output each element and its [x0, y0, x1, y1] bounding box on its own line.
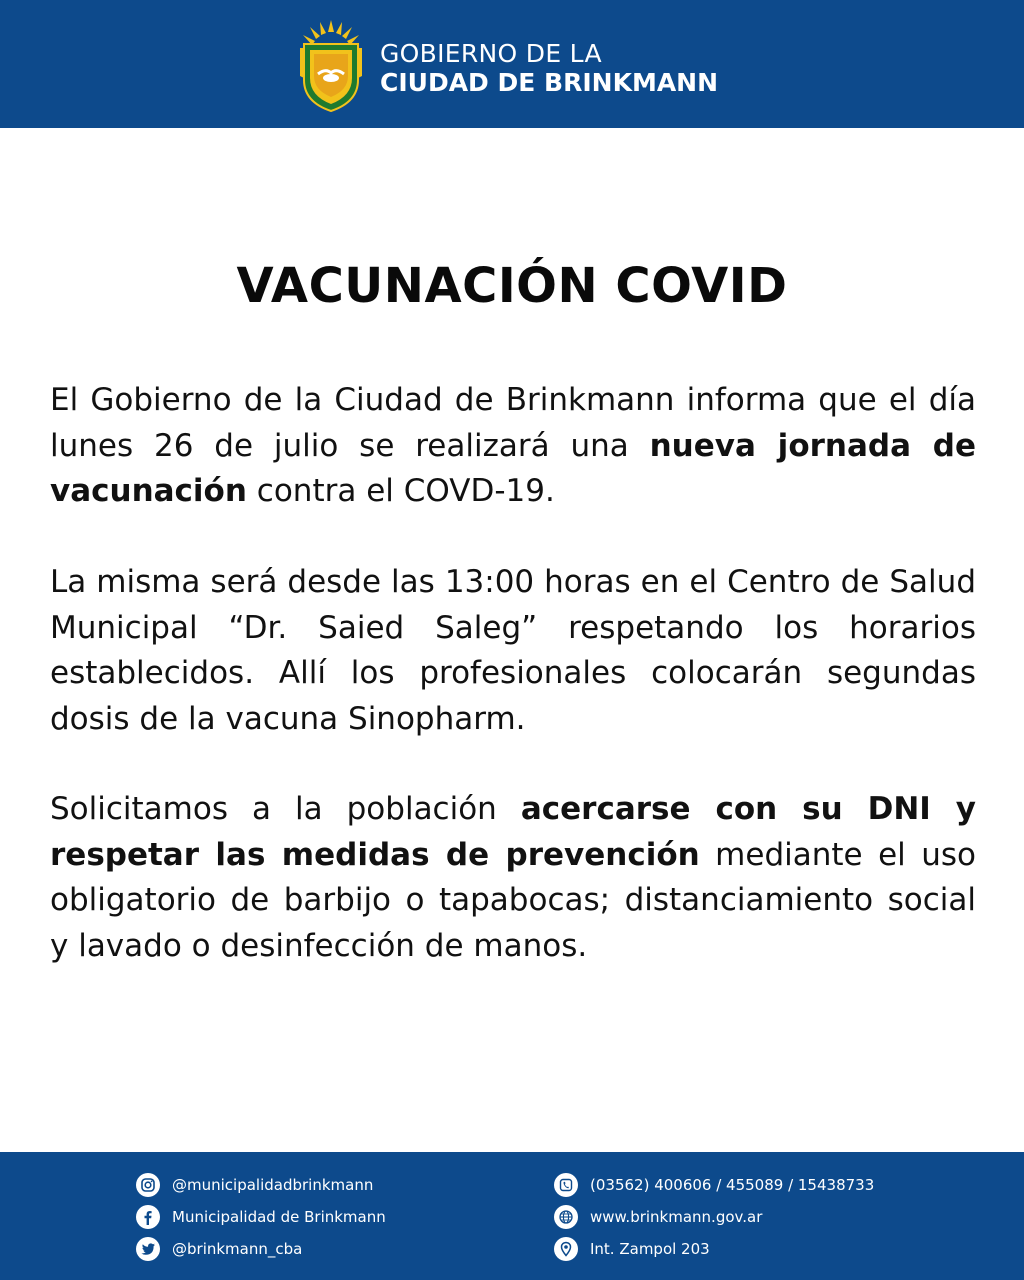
paragraph1-bold: nueva jornada de vacunación — [50, 427, 976, 509]
instagram-icon — [136, 1173, 160, 1197]
footer-contacts — [0, 1152, 1024, 1280]
page-title: VACUNACIÓN COVID — [236, 258, 788, 314]
paragraph3-text: Solicitamos a la población — [50, 791, 521, 827]
facebook-icon — [136, 1205, 160, 1229]
location-pin-icon — [554, 1237, 578, 1261]
paragraph1-text: El Gobierno de la Ciudad de Brinkmann informa que el día lunes 26 de julio se realizará una — [50, 382, 976, 464]
twitter-handle: @brinkmann_cba — [172, 1240, 303, 1258]
paragraph-details: La misma será desde las 13:00 horas en el Centro de Salud Municipal “Dr. Saied Saleg” respetando los horarios establecidos. Allí los profesionales colocarán segundas dosis de la vacuna Sinopharm. — [50, 564, 976, 737]
contact-instagram[interactable] — [136, 1173, 373, 1197]
header-title-line1: GOBIERNO DE LA — [380, 39, 602, 68]
phone-icon — [554, 1173, 578, 1197]
paragraph-requirements — [50, 787, 976, 969]
instagram-handle: @municipalidadbrinkmann — [172, 1176, 374, 1194]
header-title-line2: CIUDAD DE BRINKMANN — [380, 68, 719, 97]
paragraph3-bold: acercarse con su DNI y respetar las medidas de prevención — [50, 791, 976, 873]
paragraph3-text-end: mediante el uso obligatorio de barbijo o tapabocas; distanciamiento social y lavado o desinfección de manos. — [50, 836, 976, 964]
contact-phone[interactable] — [554, 1173, 874, 1197]
contact-twitter[interactable] — [136, 1237, 302, 1261]
globe-icon — [554, 1205, 578, 1229]
contact-address — [554, 1237, 710, 1261]
twitter-icon — [136, 1237, 160, 1261]
website-url: www.brinkmann.gov.ar — [590, 1208, 763, 1226]
contact-facebook[interactable] — [136, 1205, 386, 1229]
address-text: Int. Zampol 203 — [590, 1240, 710, 1258]
phone-numbers: (03562) 400606 / 455089 / 15438733 — [590, 1176, 875, 1194]
header-title — [380, 40, 718, 98]
contact-website[interactable] — [554, 1205, 762, 1229]
paragraph1-text-end: contra el COVD-19. — [246, 473, 555, 509]
paragraph-announcement — [50, 378, 976, 515]
header-banner — [0, 0, 1024, 128]
facebook-name: Municipalidad de Brinkmann — [172, 1208, 386, 1226]
city-crest-logo — [298, 18, 364, 114]
